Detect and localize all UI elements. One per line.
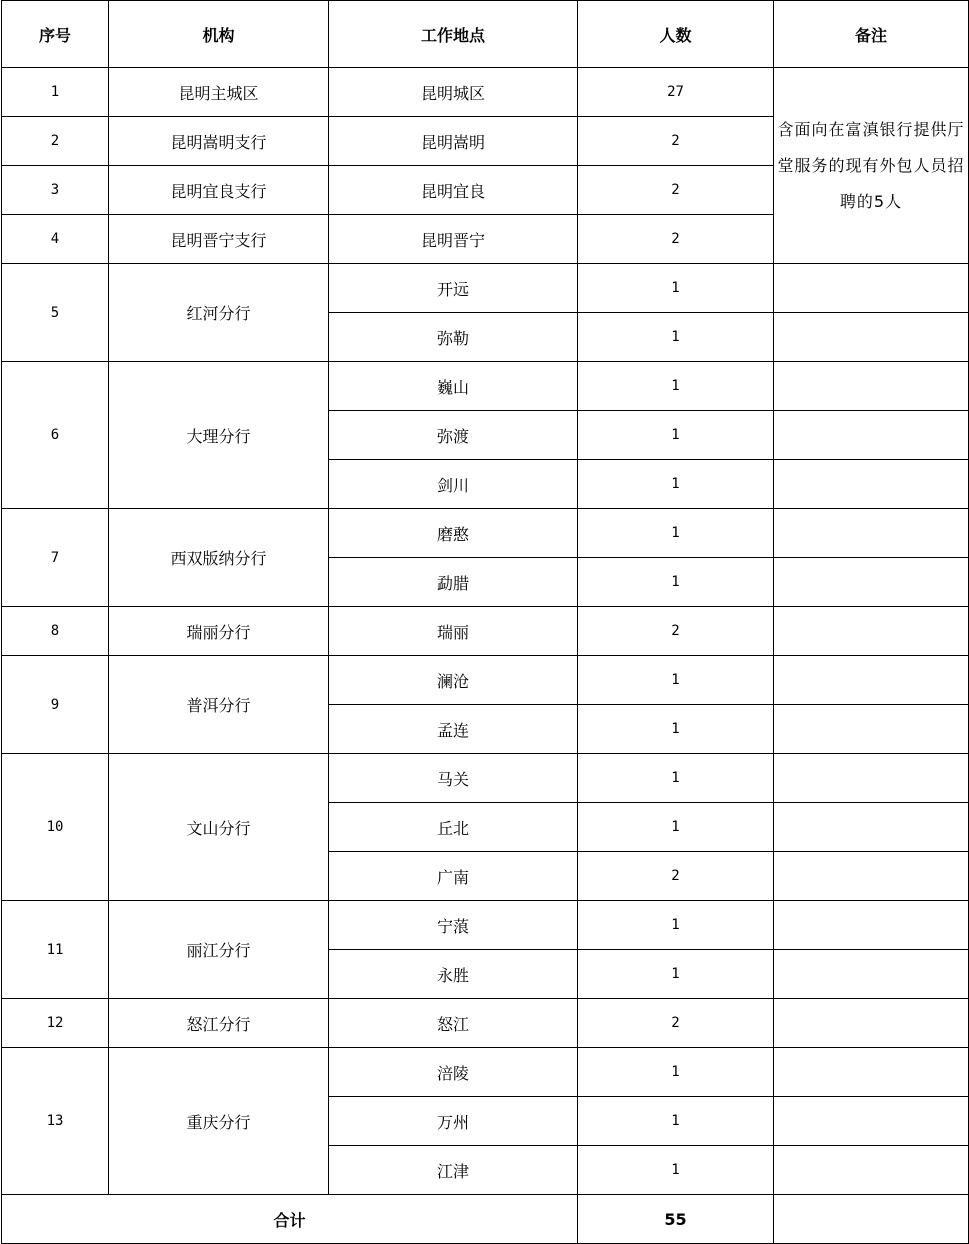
recruitment-table bbox=[1, 0, 969, 1244]
count-cell: 2 bbox=[578, 166, 774, 215]
total-row bbox=[2, 1195, 969, 1244]
location-cell: 剑川 bbox=[329, 460, 578, 509]
org-cell: 瑞丽分行 bbox=[109, 607, 329, 656]
note-cell bbox=[774, 411, 969, 460]
location-cell: 弥渡 bbox=[329, 411, 578, 460]
note-cell bbox=[774, 950, 969, 999]
count-cell: 1 bbox=[578, 558, 774, 607]
seq-cell: 13 bbox=[2, 1048, 109, 1195]
seq-cell: 8 bbox=[2, 607, 109, 656]
location-cell: 弥勒 bbox=[329, 313, 578, 362]
seq-cell: 12 bbox=[2, 999, 109, 1048]
note-cell bbox=[774, 1195, 969, 1244]
location-cell: 永胜 bbox=[329, 950, 578, 999]
table-row bbox=[2, 1048, 969, 1097]
table-row bbox=[2, 999, 969, 1048]
location-cell: 昆明城区 bbox=[329, 68, 578, 117]
note-cell bbox=[774, 264, 969, 313]
location-cell: 昆明晋宁 bbox=[329, 215, 578, 264]
note-cell bbox=[774, 1146, 969, 1195]
org-cell: 怒江分行 bbox=[109, 999, 329, 1048]
seq-cell: 7 bbox=[2, 509, 109, 607]
org-cell: 昆明主城区 bbox=[109, 68, 329, 117]
header-seq: 序号 bbox=[2, 1, 109, 68]
total-count: 55 bbox=[578, 1195, 774, 1244]
note-cell bbox=[774, 460, 969, 509]
count-cell: 2 bbox=[578, 117, 774, 166]
note-cell bbox=[774, 362, 969, 411]
location-cell: 涪陵 bbox=[329, 1048, 578, 1097]
org-cell: 昆明晋宁支行 bbox=[109, 215, 329, 264]
location-cell: 怒江 bbox=[329, 999, 578, 1048]
count-cell: 1 bbox=[578, 803, 774, 852]
count-cell: 2 bbox=[578, 852, 774, 901]
location-cell: 广南 bbox=[329, 852, 578, 901]
org-cell: 昆明宜良支行 bbox=[109, 166, 329, 215]
count-cell: 1 bbox=[578, 362, 774, 411]
count-cell: 1 bbox=[578, 950, 774, 999]
table-row bbox=[2, 607, 969, 656]
seq-cell: 1 bbox=[2, 68, 109, 117]
note-cell bbox=[774, 607, 969, 656]
note-cell bbox=[774, 509, 969, 558]
note-cell bbox=[774, 803, 969, 852]
location-cell: 澜沧 bbox=[329, 656, 578, 705]
org-cell: 昆明嵩明支行 bbox=[109, 117, 329, 166]
table-row bbox=[2, 68, 969, 117]
note-cell bbox=[774, 999, 969, 1048]
seq-cell: 9 bbox=[2, 656, 109, 754]
count-cell: 2 bbox=[578, 999, 774, 1048]
location-cell: 宁蒗 bbox=[329, 901, 578, 950]
location-cell: 瑞丽 bbox=[329, 607, 578, 656]
note-cell bbox=[774, 313, 969, 362]
count-cell: 1 bbox=[578, 901, 774, 950]
table-row bbox=[2, 264, 969, 313]
location-cell: 万州 bbox=[329, 1097, 578, 1146]
header-row bbox=[2, 1, 969, 68]
org-cell: 红河分行 bbox=[109, 264, 329, 362]
table-row bbox=[2, 901, 969, 950]
org-cell: 丽江分行 bbox=[109, 901, 329, 999]
count-cell: 1 bbox=[578, 509, 774, 558]
org-cell: 重庆分行 bbox=[109, 1048, 329, 1195]
total-label: 合计 bbox=[2, 1195, 578, 1244]
seq-cell: 11 bbox=[2, 901, 109, 999]
count-cell: 27 bbox=[578, 68, 774, 117]
count-cell: 1 bbox=[578, 313, 774, 362]
location-cell: 丘北 bbox=[329, 803, 578, 852]
location-cell: 昆明宜良 bbox=[329, 166, 578, 215]
count-cell: 1 bbox=[578, 1146, 774, 1195]
location-cell: 江津 bbox=[329, 1146, 578, 1195]
count-cell: 1 bbox=[578, 1048, 774, 1097]
note-cell bbox=[774, 656, 969, 705]
note-cell bbox=[774, 705, 969, 754]
count-cell: 1 bbox=[578, 1097, 774, 1146]
seq-cell: 4 bbox=[2, 215, 109, 264]
note-cell bbox=[774, 558, 969, 607]
header-location: 工作地点 bbox=[329, 1, 578, 68]
count-cell: 1 bbox=[578, 264, 774, 313]
location-cell: 勐腊 bbox=[329, 558, 578, 607]
seq-cell: 5 bbox=[2, 264, 109, 362]
count-cell: 1 bbox=[578, 460, 774, 509]
note-cell bbox=[774, 901, 969, 950]
seq-cell: 10 bbox=[2, 754, 109, 901]
location-cell: 孟连 bbox=[329, 705, 578, 754]
count-cell: 1 bbox=[578, 705, 774, 754]
seq-cell: 2 bbox=[2, 117, 109, 166]
header-org: 机构 bbox=[109, 1, 329, 68]
note-cell bbox=[774, 754, 969, 803]
location-cell: 磨憨 bbox=[329, 509, 578, 558]
note-cell bbox=[774, 1048, 969, 1097]
seq-cell: 6 bbox=[2, 362, 109, 509]
location-cell: 昆明嵩明 bbox=[329, 117, 578, 166]
org-cell: 西双版纳分行 bbox=[109, 509, 329, 607]
count-cell: 1 bbox=[578, 754, 774, 803]
note-cell bbox=[774, 1097, 969, 1146]
location-cell: 开远 bbox=[329, 264, 578, 313]
location-cell: 马关 bbox=[329, 754, 578, 803]
org-cell: 普洱分行 bbox=[109, 656, 329, 754]
count-cell: 1 bbox=[578, 411, 774, 460]
count-cell: 1 bbox=[578, 656, 774, 705]
header-count: 人数 bbox=[578, 1, 774, 68]
table-row bbox=[2, 754, 969, 803]
location-cell: 巍山 bbox=[329, 362, 578, 411]
seq-cell: 3 bbox=[2, 166, 109, 215]
org-cell: 文山分行 bbox=[109, 754, 329, 901]
count-cell: 2 bbox=[578, 215, 774, 264]
org-cell: 大理分行 bbox=[109, 362, 329, 509]
table-row bbox=[2, 362, 969, 411]
header-note: 备注 bbox=[774, 1, 969, 68]
count-cell: 2 bbox=[578, 607, 774, 656]
table-row bbox=[2, 656, 969, 705]
remark-cell: 含面向在富滇银行提供厅堂服务的现有外包人员招聘的5人 bbox=[774, 68, 969, 264]
note-cell bbox=[774, 852, 969, 901]
table-row bbox=[2, 509, 969, 558]
